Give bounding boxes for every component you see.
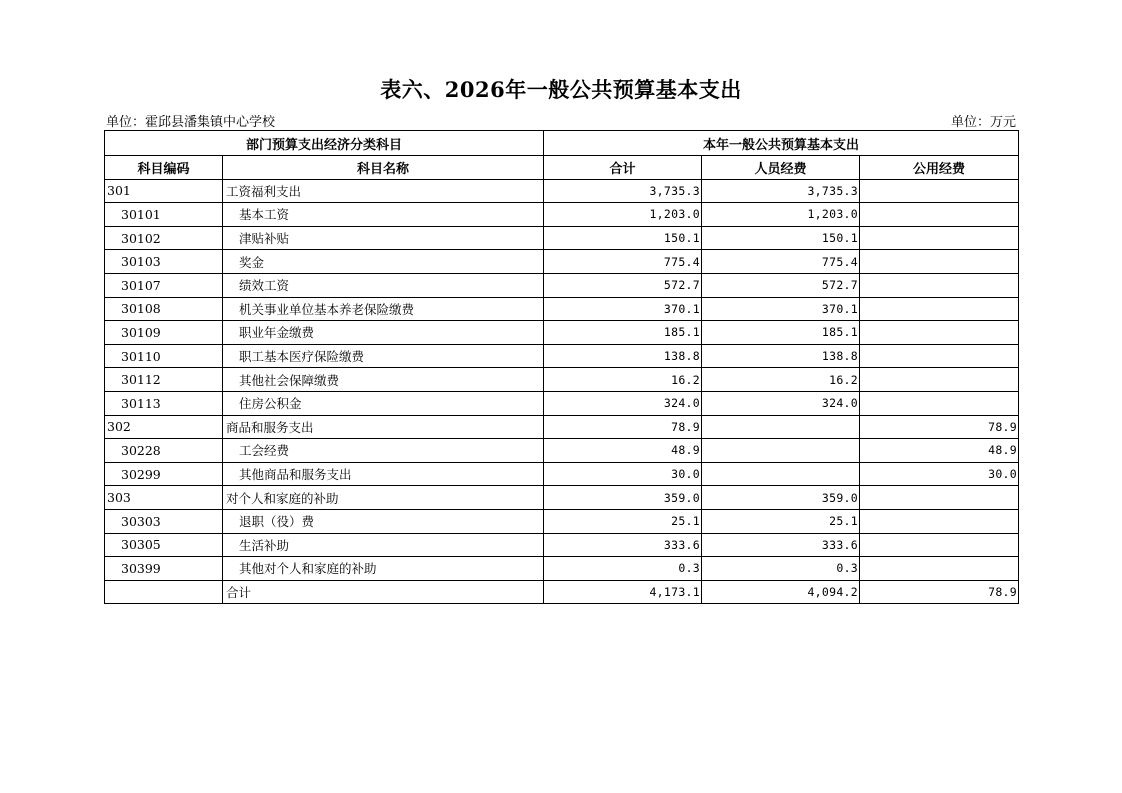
page-title: 表六、2026年一般公共预算基本支出 xyxy=(380,77,742,102)
cell-code: 30112 xyxy=(105,368,223,392)
cell-name: 其他对个人和家庭的补助 xyxy=(223,557,544,581)
cell-total: 359.0 xyxy=(544,486,702,510)
table-row xyxy=(105,391,1019,415)
cell-public: 78.9 xyxy=(860,580,1019,604)
cell-name: 机关事业单位基本养老保险缴费 xyxy=(223,297,544,321)
cell-code: 30399 xyxy=(105,557,223,581)
table-row xyxy=(105,557,1019,581)
table-row xyxy=(105,462,1019,486)
cell-code: 30102 xyxy=(105,226,223,250)
table-row xyxy=(105,486,1019,510)
cell-public xyxy=(860,179,1019,203)
table-row xyxy=(105,250,1019,274)
cell-code: 30107 xyxy=(105,273,223,297)
header-group-expenditure: 本年一般公共预算基本支出 xyxy=(544,131,1019,156)
table-row xyxy=(105,179,1019,203)
cell-personnel: 25.1 xyxy=(702,509,860,533)
cell-code: 30108 xyxy=(105,297,223,321)
cell-name: 职工基本医疗保险缴费 xyxy=(223,344,544,368)
cell-code: 30103 xyxy=(105,250,223,274)
cell-public: 78.9 xyxy=(860,415,1019,439)
budget-body xyxy=(105,179,1019,604)
cell-total: 48.9 xyxy=(544,439,702,463)
cell-code: 30299 xyxy=(105,462,223,486)
cell-total: 1,203.0 xyxy=(544,203,702,227)
table-row xyxy=(105,203,1019,227)
table-row xyxy=(105,226,1019,250)
cell-code: 30305 xyxy=(105,533,223,557)
cell-personnel: 324.0 xyxy=(702,391,860,415)
cell-total: 185.1 xyxy=(544,321,702,345)
cell-personnel xyxy=(702,415,860,439)
cell-personnel: 775.4 xyxy=(702,250,860,274)
cell-name: 住房公积金 xyxy=(223,391,544,415)
table-row xyxy=(105,321,1019,345)
cell-personnel: 185.1 xyxy=(702,321,860,345)
unit-organization: 单位：霍邱县潘集镇中心学校 xyxy=(106,115,276,130)
cell-name: 其他商品和服务支出 xyxy=(223,462,544,486)
table-row xyxy=(105,273,1019,297)
cell-personnel: 359.0 xyxy=(702,486,860,510)
cell-total: 78.9 xyxy=(544,415,702,439)
table-row xyxy=(105,439,1019,463)
cell-public: 48.9 xyxy=(860,439,1019,463)
unit-currency: 单位：万元 xyxy=(950,115,1016,130)
cell-code: 30101 xyxy=(105,203,223,227)
table-row xyxy=(105,415,1019,439)
cell-public xyxy=(860,533,1019,557)
cell-personnel: 0.3 xyxy=(702,557,860,581)
cell-code: 302 xyxy=(105,415,223,439)
cell-public xyxy=(860,203,1019,227)
header-name: 科目名称 xyxy=(223,156,544,180)
header-column-row xyxy=(105,156,1019,180)
cell-code: 30303 xyxy=(105,509,223,533)
cell-code: 30113 xyxy=(105,391,223,415)
cell-total: 324.0 xyxy=(544,391,702,415)
cell-name: 奖金 xyxy=(223,250,544,274)
cell-name: 对个人和家庭的补助 xyxy=(223,486,544,510)
cell-personnel: 138.8 xyxy=(702,344,860,368)
header-group-classification: 部门预算支出经济分类科目 xyxy=(105,131,544,156)
cell-name: 商品和服务支出 xyxy=(223,415,544,439)
cell-total: 4,173.1 xyxy=(544,580,702,604)
cell-personnel: 572.7 xyxy=(702,273,860,297)
cell-public: 30.0 xyxy=(860,462,1019,486)
cell-total: 25.1 xyxy=(544,509,702,533)
cell-name: 退职（役）费 xyxy=(223,509,544,533)
header-personnel: 人员经费 xyxy=(702,156,860,180)
cell-public xyxy=(860,250,1019,274)
cell-total: 370.1 xyxy=(544,297,702,321)
cell-personnel xyxy=(702,462,860,486)
cell-code: 30109 xyxy=(105,321,223,345)
cell-name: 工会经费 xyxy=(223,439,544,463)
cell-total: 0.3 xyxy=(544,557,702,581)
cell-code: 303 xyxy=(105,486,223,510)
cell-personnel xyxy=(702,439,860,463)
cell-code: 301 xyxy=(105,179,223,203)
cell-name: 绩效工资 xyxy=(223,273,544,297)
cell-public xyxy=(860,321,1019,345)
cell-total: 3,735.3 xyxy=(544,179,702,203)
cell-personnel: 3,735.3 xyxy=(702,179,860,203)
cell-name: 生活补助 xyxy=(223,533,544,557)
cell-total: 333.6 xyxy=(544,533,702,557)
table-row xyxy=(105,509,1019,533)
cell-personnel: 1,203.0 xyxy=(702,203,860,227)
cell-code xyxy=(105,580,223,604)
header-code: 科目编码 xyxy=(105,156,223,180)
header-total: 合计 xyxy=(544,156,702,180)
cell-public xyxy=(860,344,1019,368)
cell-code: 30228 xyxy=(105,439,223,463)
cell-total: 150.1 xyxy=(544,226,702,250)
cell-total: 572.7 xyxy=(544,273,702,297)
cell-code: 30110 xyxy=(105,344,223,368)
cell-total: 138.8 xyxy=(544,344,702,368)
cell-public xyxy=(860,391,1019,415)
cell-public xyxy=(860,226,1019,250)
table-row xyxy=(105,533,1019,557)
cell-name: 津贴补贴 xyxy=(223,226,544,250)
table-row xyxy=(105,344,1019,368)
cell-personnel: 16.2 xyxy=(702,368,860,392)
cell-public xyxy=(860,486,1019,510)
cell-personnel: 4,094.2 xyxy=(702,580,860,604)
cell-public xyxy=(860,297,1019,321)
cell-name: 其他社会保障缴费 xyxy=(223,368,544,392)
table-row xyxy=(105,368,1019,392)
header-public: 公用经费 xyxy=(860,156,1019,180)
total-row xyxy=(105,580,1019,604)
cell-name: 工资福利支出 xyxy=(223,179,544,203)
cell-name: 职业年金缴费 xyxy=(223,321,544,345)
cell-public xyxy=(860,509,1019,533)
header-group-row xyxy=(105,131,1019,156)
cell-personnel: 370.1 xyxy=(702,297,860,321)
cell-public xyxy=(860,557,1019,581)
cell-name: 基本工资 xyxy=(223,203,544,227)
table-row xyxy=(105,297,1019,321)
cell-personnel: 333.6 xyxy=(702,533,860,557)
budget-table xyxy=(104,130,1019,604)
cell-total: 16.2 xyxy=(544,368,702,392)
cell-name: 合计 xyxy=(223,580,544,604)
cell-total: 30.0 xyxy=(544,462,702,486)
cell-total: 775.4 xyxy=(544,250,702,274)
cell-public xyxy=(860,273,1019,297)
cell-personnel: 150.1 xyxy=(702,226,860,250)
cell-public xyxy=(860,368,1019,392)
